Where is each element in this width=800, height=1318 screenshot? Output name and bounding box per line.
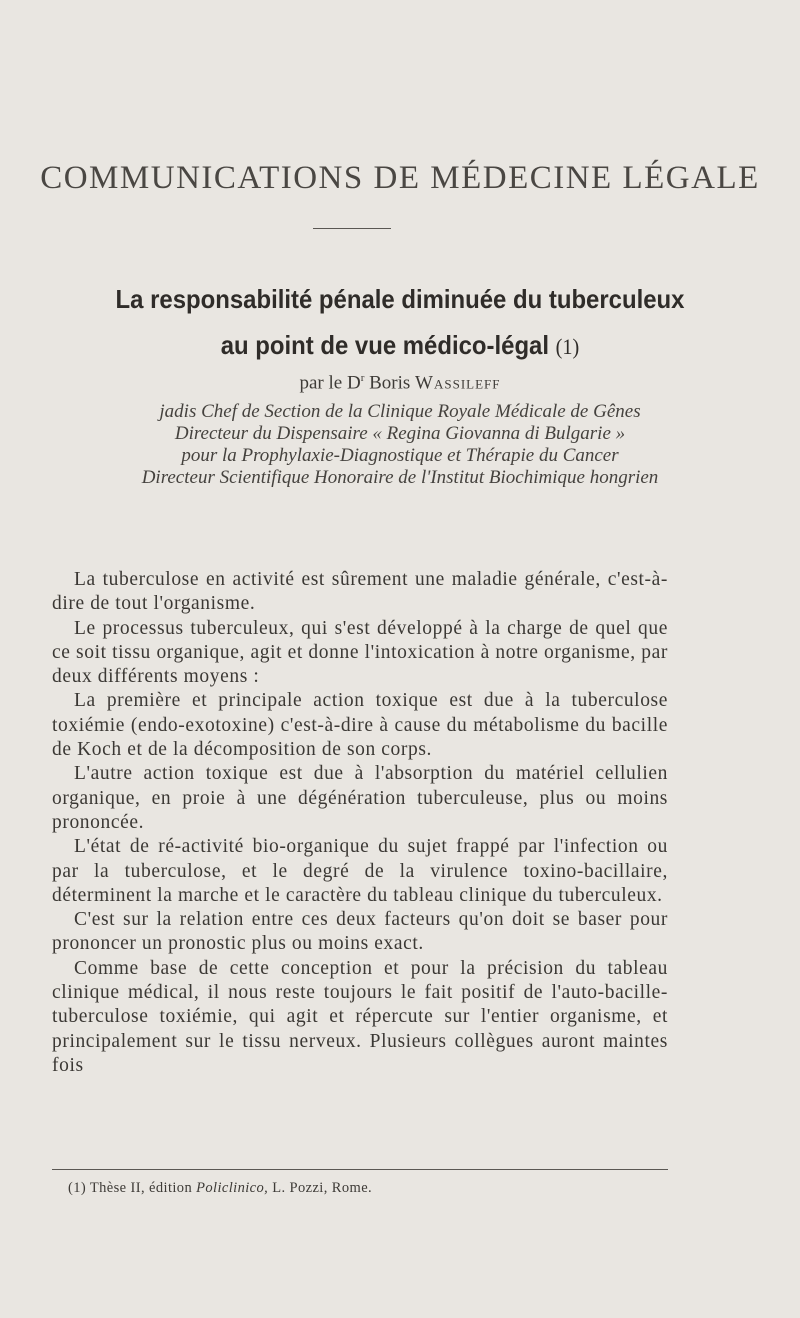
body-paragraph: C'est sur la relation entre ces deux facteurs qu'on doit se baser pour prononcer un pronostic plus ou moins exact. xyxy=(52,909,668,955)
footnote-text: Thèse II, édition xyxy=(89,1180,193,1196)
footnote xyxy=(68,1180,372,1197)
body-paragraph: La tuberculose en activité est sûrement une maladie générale, c'est-à-dire de tout l'organisme. xyxy=(52,569,668,615)
body-paragraph: La première et principale action toxique est due à la tuberculose toxiémie (endo-exotoxine) c'est-à-dire à cause du métabolisme du bacille de Koch et de la décomposition de son corps. xyxy=(52,690,668,761)
header-divider xyxy=(313,228,391,229)
affiliation-line: pour la Prophylaxie-Diagnostique et Thérapie du Cancer xyxy=(181,445,619,466)
author-byline xyxy=(0,372,800,394)
author-first-name: Boris xyxy=(369,372,411,394)
author-affiliations xyxy=(0,401,800,489)
title-footnote-mark: (1) xyxy=(555,334,580,359)
body-paragraph: L'autre action toxique est due à l'absorption du matériel cellulien organique, en proie à une dégénération tuberculeuse, plus ou moins prononcée. xyxy=(52,763,668,833)
byline-sup: r xyxy=(360,372,365,384)
author-surname: Wassileff xyxy=(415,372,501,394)
footnote-divider xyxy=(52,1169,668,1170)
affiliation-line: Directeur Scientifique Honoraire de l'Institut Biochimique hongrien xyxy=(141,467,659,488)
body-paragraph: L'état de ré-activité bio-organique du sujet frappé par l'infection ou par la tuberculose, et le degré de la virulence toxino-bacillaire, déterminent la marche et le caractère du tableau clinique du tuberculeux. xyxy=(52,836,668,906)
title-line-1: La responsabilité pénale diminuée du tuberculeux xyxy=(115,284,685,314)
title-line-2-text: au point de vue médico-légal xyxy=(220,330,550,360)
body-paragraph: Le processus tuberculeux, qui s'est développé à la charge de quel que ce soit tissu organique, agit et donne l'intoxication à notre organisme, par deux différents moyens : xyxy=(52,617,668,688)
affiliation-line: jadis Chef de Section de la Clinique Royale Médicale de Gênes xyxy=(159,401,641,422)
footnote-mark: (1) xyxy=(68,1180,87,1196)
footnote-italic: Policlinico, xyxy=(196,1180,269,1196)
section-header: COMMUNICATIONS DE MÉDECINE LÉGALE xyxy=(40,160,760,196)
article-title xyxy=(32,276,768,370)
footnote-text-end: L. Pozzi, Rome. xyxy=(272,1180,373,1196)
affiliation-line: Directeur du Dispensaire « Regina Giovanna di Bulgarie » xyxy=(174,423,626,444)
title-line-2 xyxy=(32,322,768,370)
body-paragraph: Comme base de cette conception et pour la précision du tableau clinique médical, il nous reste toujours le fait positif de l'auto-bacille-tuberculose toxiémie, qui agit et répercute sur l'entier organisme, et principalement sur le tissu nerveux. Plusieurs collègues auront maintes fois xyxy=(52,957,668,1076)
byline-prefix: par le D xyxy=(299,372,361,394)
article-body xyxy=(52,568,668,1078)
